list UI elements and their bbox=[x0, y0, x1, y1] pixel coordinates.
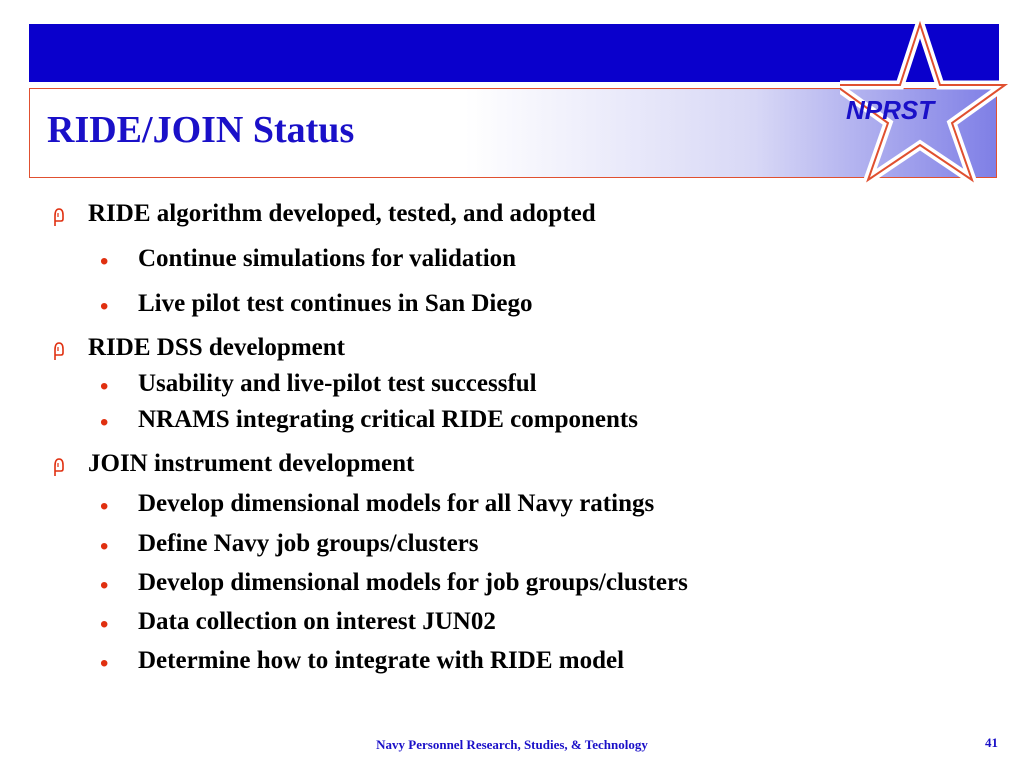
list-item: Usability and live-pilot test successful bbox=[138, 370, 537, 397]
slide-title: RIDE/JOIN Status bbox=[47, 109, 355, 151]
section-heading: RIDE algorithm developed, tested, and adopted bbox=[88, 200, 596, 227]
bullet-dot: • bbox=[100, 650, 109, 677]
list-item: Define Navy job groups/clusters bbox=[138, 530, 479, 557]
bullet-dot: • bbox=[100, 409, 109, 436]
section-heading: RIDE DSS development bbox=[88, 334, 345, 361]
bullet-dot: • bbox=[100, 533, 109, 560]
bullet-dot: • bbox=[100, 611, 109, 638]
bullet-dot: • bbox=[100, 293, 109, 320]
list-item: Continue simulations for validation bbox=[138, 245, 517, 272]
list-item: Data collection on interest JUN02 bbox=[138, 608, 496, 635]
logo-text: NPRST bbox=[846, 95, 935, 125]
list-item: Determine how to integrate with RIDE model bbox=[138, 647, 625, 674]
footer-org: Navy Personnel Research, Studies, & Technology bbox=[376, 737, 648, 752]
hand-bullet-icon bbox=[52, 341, 66, 361]
bullet-dot: • bbox=[100, 248, 109, 275]
list-item: NRAMS integrating critical RIDE components bbox=[138, 406, 638, 433]
hand-bullet-icon bbox=[52, 207, 66, 227]
list-item: Live pilot test continues in San Diego bbox=[138, 290, 533, 317]
page-number: 41 bbox=[985, 735, 998, 750]
list-item: Develop dimensional models for all Navy ratings bbox=[138, 490, 655, 517]
list-item: Develop dimensional models for job groups/clusters bbox=[138, 569, 688, 596]
bullet-dot: • bbox=[100, 493, 109, 520]
bullet-dot: • bbox=[100, 572, 109, 599]
section-heading: JOIN instrument development bbox=[88, 450, 415, 477]
hand-bullet-icon bbox=[52, 457, 66, 477]
bullet-dot: • bbox=[100, 373, 109, 400]
